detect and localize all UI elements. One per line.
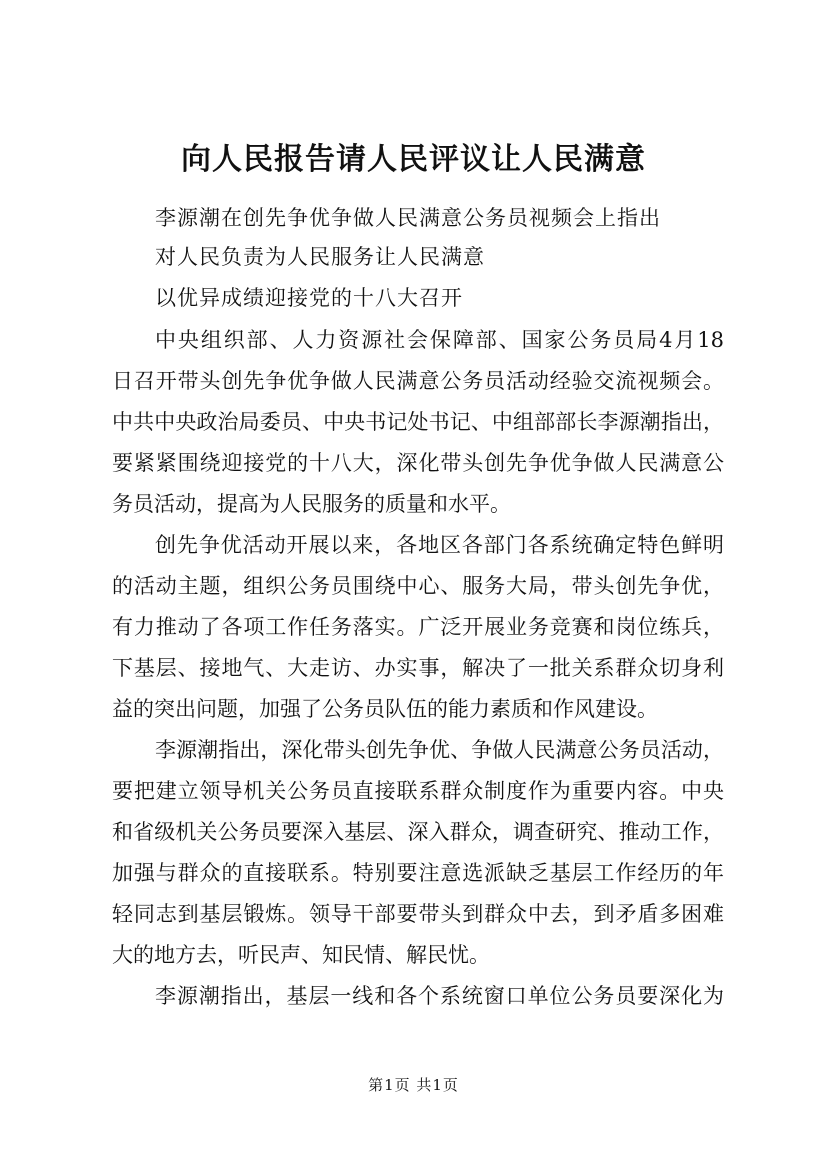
paragraph-1-line-5: 务员活动，提高为人民服务的质量和水平。: [112, 492, 511, 516]
subtitle-line-2: 对人民负责为人民服务让人民满意: [155, 245, 485, 269]
paragraph-3-line-5: 轻同志到基层锻炼。领导干部要带头到群众中去，到矛盾多困难: [112, 902, 724, 926]
paragraph-3-line-6: 大的地方去，听民声、知民情、解民忧。: [112, 943, 490, 967]
paragraph-3-line-3: 和省级机关公务员要深入基层、深入群众，调查研究、推动工作，: [112, 820, 724, 844]
paragraph-2-line-4: 下基层、接地气、大走访、办实事，解决了一批关系群众切身利: [112, 656, 724, 680]
paragraph-2-line-2: 的活动主题，组织公务员围绕中心、服务大局，带头创先争优，: [112, 574, 724, 598]
page-footer: 第1页 共1页: [368, 1076, 459, 1094]
subtitle-line-3: 以优异成绩迎接党的十八大召开: [155, 286, 463, 310]
subtitle-line-1: 李源潮在创先争优争做人民满意公务员视频会上指出: [155, 206, 661, 230]
paragraph-3-line-1: 李源潮指出，深化带头创先争优、争做人民满意公务员活动，: [155, 738, 724, 762]
paragraph-3-line-2: 要把建立领导机关公务员直接联系群众制度作为重要内容。中央: [112, 779, 724, 803]
paragraph-1-line-2: 日召开带头创先争优争做人民满意公务员活动经验交流视频会。: [112, 369, 724, 393]
document-title: 向人民报告请人民评议让人民满意: [181, 142, 646, 177]
paragraph-1-line-3: 中共中央政治局委员、中央书记处书记、中组部部长李源潮指出，: [112, 410, 724, 434]
paragraph-1-line-1: 中央组织部、人力资源社会保障部、国家公务员局4月18: [155, 328, 724, 352]
paragraph-2-line-1: 创先争优活动开展以来，各地区各部门各系统确定特色鲜明: [155, 533, 724, 557]
paragraph-2-line-5: 益的突出问题，加强了公务员队伍的能力素质和作风建设。: [112, 697, 658, 721]
paragraph-4-line-1: 李源潮指出，基层一线和各个系统窗口单位公务员要深化为: [155, 984, 724, 1008]
paragraph-1-line-4: 要紧紧围绕迎接党的十八大，深化带头创先争优争做人民满意公: [112, 451, 724, 475]
paragraph-2-line-3: 有力推动了各项工作任务落实。广泛开展业务竞赛和岗位练兵，: [112, 615, 724, 639]
paragraph-3-line-4: 加强与群众的直接联系。特别要注意选派缺乏基层工作经历的年: [112, 861, 724, 885]
